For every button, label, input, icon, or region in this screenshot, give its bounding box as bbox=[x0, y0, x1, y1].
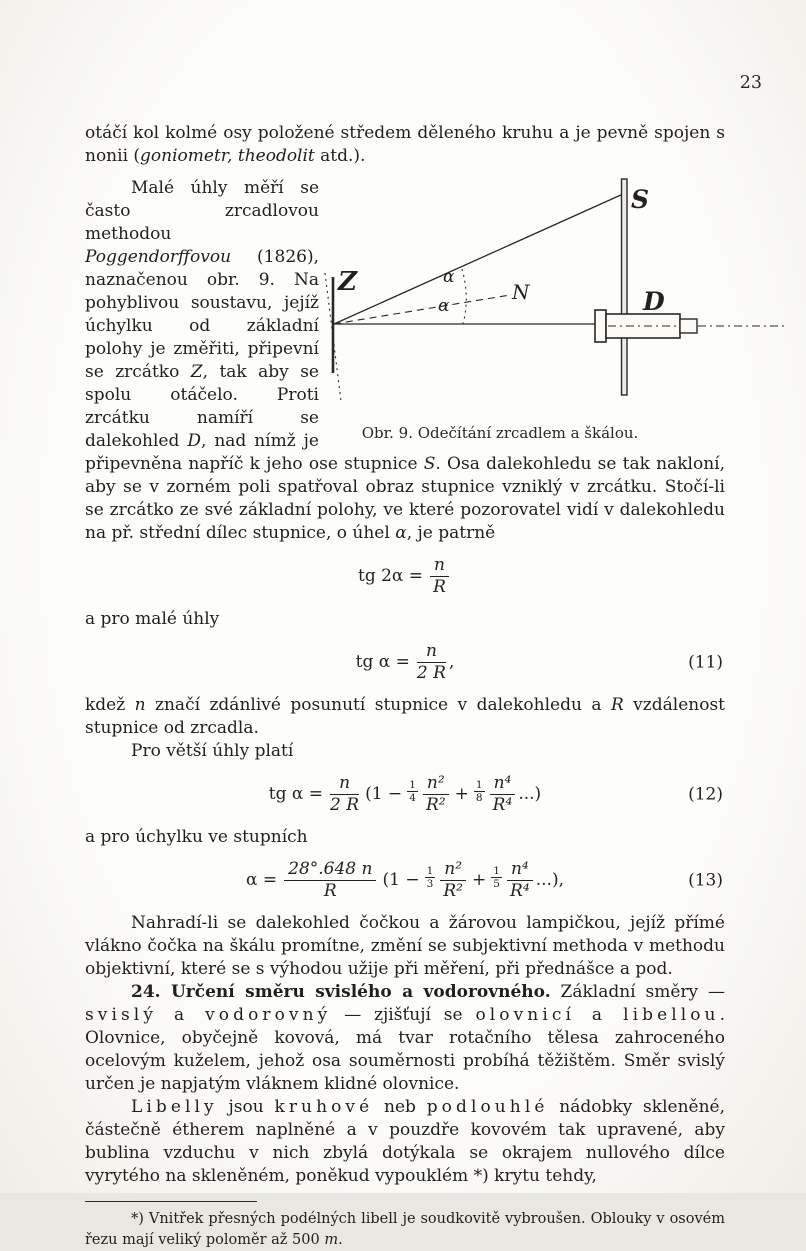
fraction-numerator: n⁴ bbox=[507, 860, 533, 881]
fraction-numerator: n² bbox=[440, 860, 466, 881]
text-run: , je patrně bbox=[406, 523, 496, 543]
fraction-denominator: R² bbox=[443, 881, 463, 902]
text-run-italic: goniometr, theodolit bbox=[140, 146, 315, 166]
var-n: n bbox=[134, 695, 146, 716]
lead-male-uhly: a pro malé úhly bbox=[85, 609, 220, 630]
body-with-figure bbox=[85, 177, 725, 545]
fraction-numerator: 1 bbox=[409, 779, 416, 792]
angle-arc-dotted bbox=[462, 269, 466, 324]
text-run: atd.). bbox=[314, 146, 366, 166]
label-n: N bbox=[512, 280, 530, 304]
telescope-objective bbox=[680, 319, 697, 333]
fraction-denominator: 8 bbox=[475, 792, 483, 805]
fraction-denominator: R bbox=[433, 577, 446, 598]
equation-number: (13) bbox=[688, 870, 723, 891]
var-alpha: α bbox=[395, 523, 407, 543]
fraction-denominator: R bbox=[323, 881, 337, 902]
eq-lhs: tg 2α = bbox=[357, 566, 424, 587]
text-run-spaced: Libelly bbox=[131, 1097, 218, 1118]
eq-plus: + bbox=[454, 784, 469, 805]
text-run: . Olovnice, obyčejně kovová, má tvar rotačního tělesa zahroceného ocelovým kuželem, jehož osa souměrnosti probíhá těžištěm. Směr svislý určen je napjatým vláknem klidné olovnice. bbox=[85, 1005, 725, 1095]
fraction bbox=[284, 860, 376, 901]
text-run-italic: Poggendorffovou bbox=[85, 247, 232, 267]
eq-open: (1 − bbox=[382, 870, 420, 891]
var-m: m bbox=[324, 1232, 339, 1249]
lead-vetsi-uhly: Pro větší úhly platí bbox=[131, 741, 294, 762]
equation-11 bbox=[85, 642, 725, 683]
figure-caption: Obr. 9. Odečítání zrcadlem a škálou. bbox=[361, 424, 639, 442]
fraction-numerator: 1 bbox=[475, 779, 483, 792]
text-run: , tak aby se spolu otáčelo. Proti zrcátku namíří se dalekohled bbox=[85, 362, 319, 451]
label-d: D bbox=[643, 287, 665, 316]
fraction-numerator: 1 bbox=[426, 865, 434, 878]
paragraph-section-24 bbox=[85, 981, 725, 1096]
fraction-denominator: 2 R bbox=[330, 795, 360, 816]
fraction-denominator: R⁴ bbox=[510, 881, 530, 902]
telescope-eyepiece bbox=[595, 310, 606, 342]
fraction-numerator: n⁴ bbox=[490, 774, 516, 795]
eq-open: (1 − bbox=[365, 784, 403, 805]
text-run: Základní směry — bbox=[550, 982, 726, 1003]
scale-bar bbox=[622, 179, 628, 395]
footnote-rule bbox=[85, 1201, 257, 1202]
ray-to-n-dashed bbox=[334, 295, 510, 324]
eq-lhs: tg α = bbox=[268, 784, 324, 805]
lead-uchylka: a pro úchylku ve stupních bbox=[85, 827, 308, 848]
equation-tg2a bbox=[85, 556, 725, 597]
equation-12 bbox=[85, 774, 725, 815]
text-run: jsou bbox=[217, 1097, 275, 1118]
section-heading: 24. Určení směru svislého a vodorovného. bbox=[131, 982, 551, 1003]
eq-close: ...), bbox=[535, 870, 564, 891]
label-s: S bbox=[631, 185, 650, 214]
text-run: , nad nímž je připevněna napříč k jeho ose stupnice bbox=[85, 431, 424, 474]
label-z: Z bbox=[338, 267, 357, 297]
fraction-numerator: n bbox=[430, 556, 449, 577]
fraction bbox=[423, 774, 449, 815]
var-s: S bbox=[423, 454, 436, 474]
coefficient-fraction bbox=[491, 866, 502, 890]
equation-number: (11) bbox=[688, 652, 723, 673]
text-run: — zjišťují se bbox=[331, 1005, 476, 1026]
paragraph-libelly bbox=[85, 1096, 725, 1188]
fraction bbox=[507, 860, 533, 901]
text-run-spaced: svislý a vodorovný bbox=[85, 1005, 332, 1026]
text-run: (1826), naznačenou obr. 9. Na pohyblivou soustavu, jejíž úchylku od základní polohy je změřiti, připevní se zrcátko bbox=[85, 247, 319, 382]
text-run: *) Vnitřek přesných podélných libell je soudkovitě vybroušen. Oblouky v osovém řezu mají veliký poloměr až 500 bbox=[85, 1211, 725, 1249]
fraction-numerator: n² bbox=[423, 774, 449, 795]
label-alpha-upper: α bbox=[443, 267, 455, 287]
eq-plus: + bbox=[472, 870, 487, 891]
fraction-denominator: 4 bbox=[409, 792, 416, 805]
coefficient-fraction bbox=[474, 780, 485, 804]
page-number: 23 bbox=[739, 73, 762, 93]
fraction-numerator: n bbox=[330, 774, 359, 795]
text-run-spaced: podlouhlé bbox=[426, 1097, 549, 1118]
coefficient-fraction bbox=[425, 866, 436, 890]
equation-13 bbox=[85, 860, 725, 901]
fraction bbox=[330, 774, 359, 815]
text-run-spaced: kruhové bbox=[274, 1097, 374, 1118]
text-run: nádobky skleněné, částečně étherem naplněné a v pouzdře kovovém tak upravené, aby bublina vzduchu v nich zbylá dotýkala se okrajem nullového dílce vyrytého na skleněném, poněkud vypouklém *) krytu tehdy, bbox=[85, 1097, 725, 1187]
fraction-numerator: n bbox=[417, 642, 446, 663]
figure-obr-9 bbox=[325, 177, 725, 445]
coefficient-fraction bbox=[407, 780, 418, 804]
text-run: Malé úhly měří se často zrcadlovou methodou bbox=[85, 178, 319, 244]
paragraph-nahradi-li: Nahradí-li se dalekohled čočkou a žárovou lampičkou, jejíž přímé vlákno čočka na škálu promítne, změní se subjektivní methoda v methodu objektivní, které se s výhodou užije při měření, při přednášce a pod. bbox=[85, 913, 725, 980]
fraction bbox=[430, 556, 449, 597]
text-run: . Osa dalekohledu se tak nakloní, aby se v zorném poli spatřoval obraz stupnice vzniklý v zrcátku. Stočí-li se zrcátko ze své základní polohy, ve které pozorovatel vidí v dalekohledu na př. střední dílec stupnice, o úhel bbox=[85, 454, 726, 543]
fraction-denominator: 5 bbox=[493, 878, 500, 891]
fraction bbox=[440, 860, 466, 901]
text-run: . bbox=[338, 1232, 343, 1249]
var-z: Z bbox=[190, 362, 203, 382]
text-run: otáčí kol kolmé osy položené středem děleného kruhu a je pevně spojen s nonii ( bbox=[85, 123, 725, 166]
equation-number: (12) bbox=[688, 784, 723, 805]
eq-lhs: tg α = bbox=[355, 652, 410, 673]
eq-close: ...) bbox=[518, 784, 542, 805]
fraction-numerator: 28°.648 n bbox=[284, 860, 376, 881]
fraction-denominator: R² bbox=[425, 795, 446, 816]
text-run: neb bbox=[373, 1097, 427, 1118]
var-d: D bbox=[187, 431, 201, 451]
text-run-spaced: olovnicí a libellou bbox=[475, 1005, 720, 1026]
figure-drawing bbox=[330, 177, 795, 421]
paragraph-kdez bbox=[85, 694, 725, 740]
var-r: R bbox=[610, 695, 624, 716]
fraction bbox=[417, 642, 446, 683]
fraction-denominator: R⁴ bbox=[492, 795, 513, 816]
text-run: značí zdánlivé posunutí stupnice v dalekohledu a bbox=[145, 695, 611, 716]
paragraph-intro bbox=[85, 122, 725, 168]
eq-lhs: α = bbox=[246, 870, 278, 891]
fraction-denominator: 2 R bbox=[416, 663, 446, 684]
fraction-numerator: 1 bbox=[493, 865, 500, 878]
label-alpha-lower: α bbox=[438, 296, 450, 316]
text-run: kdež bbox=[85, 695, 135, 716]
fraction bbox=[490, 774, 516, 815]
fraction-denominator: 3 bbox=[426, 878, 434, 891]
footnote bbox=[85, 1209, 725, 1251]
text-run: vzdálenost stupnice od zrcadla. bbox=[85, 695, 726, 739]
ray-to-scale bbox=[334, 194, 623, 324]
eq-tail: , bbox=[448, 652, 455, 673]
